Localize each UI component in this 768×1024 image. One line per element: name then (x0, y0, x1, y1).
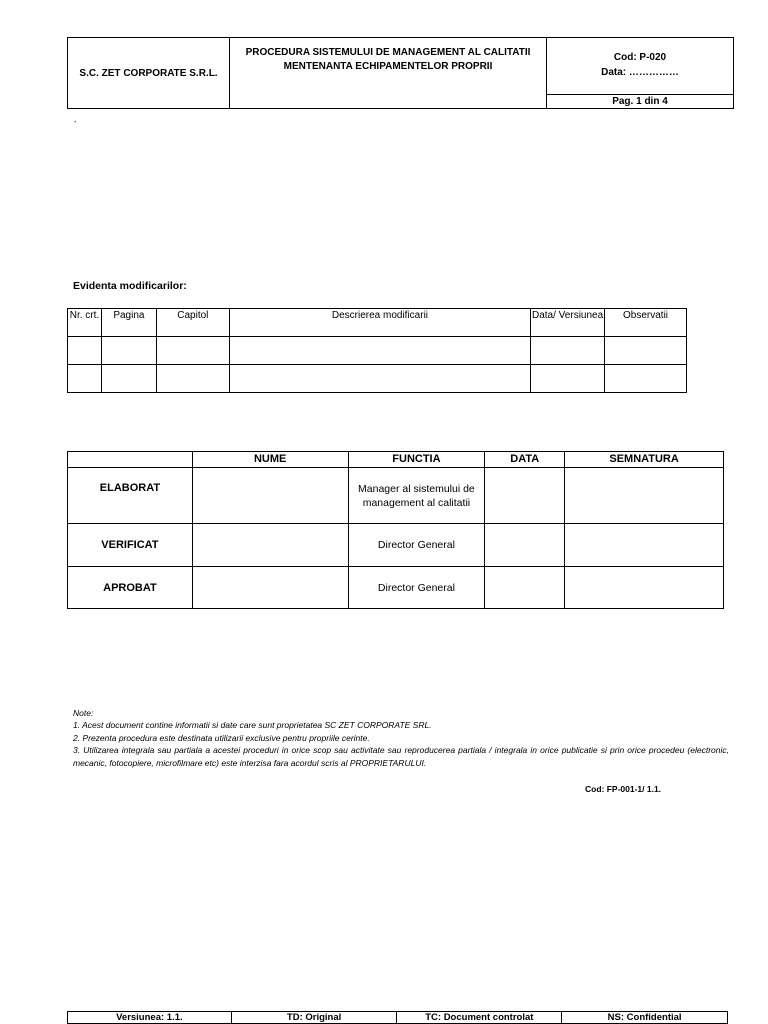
column-header: DATA (485, 452, 565, 468)
date-cell (485, 468, 565, 524)
role-aprobat: APROBAT (68, 567, 193, 609)
table-cell (101, 337, 156, 365)
table-cell (156, 365, 229, 393)
table-cell (101, 365, 156, 393)
table-header-row (68, 452, 724, 468)
table-cell (68, 365, 102, 393)
table-cell (68, 337, 102, 365)
modifications-title: Evidenta modificarilor: (73, 280, 187, 292)
signature-cell (565, 567, 724, 609)
table-header-row (68, 309, 687, 337)
table-row (68, 365, 687, 393)
footer-ns: NS: Confidential (562, 1012, 728, 1024)
role-elaborat: ELABORAT (68, 468, 193, 524)
footer-version: Versiunea: 1.1. (68, 1012, 232, 1024)
modifications-table (67, 308, 687, 393)
stray-mark: ` (74, 120, 77, 130)
column-header: Pagina (101, 309, 156, 337)
page-number: Pag. 1 din 4 (547, 95, 734, 109)
column-header: NUME (192, 452, 348, 468)
date-cell (485, 567, 565, 609)
name-cell (192, 567, 348, 609)
name-cell (192, 468, 348, 524)
signature-cell (565, 524, 724, 567)
procedure-title (230, 38, 547, 109)
function-cell: Director General (348, 524, 485, 567)
document-code: Cod: P-020 (613, 52, 667, 63)
function-cell: Manager al sistemului de management al calitatii (348, 468, 485, 524)
footer-row (68, 1012, 728, 1024)
table-cell (229, 365, 530, 393)
table-cell (156, 337, 229, 365)
company-name: S.C. ZET CORPORATE S.R.L. (68, 38, 230, 109)
notes-section (73, 707, 729, 769)
footer-tc: TC: Document controlat (397, 1012, 562, 1024)
table-cell (605, 337, 687, 365)
table-row (68, 337, 687, 365)
table-row (68, 567, 724, 609)
notes-label: Note: (73, 708, 94, 718)
procedure-title-line1: PROCEDURA SISTEMULUI DE MANAGEMENT AL CALITATII (245, 47, 531, 58)
column-header: Data/ Versiunea (531, 309, 605, 337)
column-header: Nr. crt. (68, 309, 102, 337)
column-header: FUNCTIA (348, 452, 485, 468)
table-cell (229, 337, 530, 365)
name-cell (192, 524, 348, 567)
column-header: SEMNATURA (565, 452, 724, 468)
table-cell (605, 365, 687, 393)
code-date-cell (547, 38, 734, 95)
note-item: 1. Acest document contine informatii si date care sunt proprietatea SC ZET CORPORATE SRL. (73, 720, 432, 731)
function-cell: Director General (348, 567, 485, 609)
column-header: Descrierea modificarii (229, 309, 530, 337)
table-row (68, 468, 724, 524)
date-cell (485, 524, 565, 567)
procedure-title-line2: MENTENANTA ECHIPAMENTELOR PROPRII (283, 61, 493, 72)
document-footer (67, 1011, 728, 1024)
table-cell (531, 365, 605, 393)
note-item: 2. Prezenta procedura este destinata utilizarii exclusive pentru propriile cerinte. (73, 732, 370, 743)
table-row (68, 524, 724, 567)
column-header: Capitol (156, 309, 229, 337)
column-header: Observatii (605, 309, 687, 337)
note-item: 3. Utilizarea integrala sau partiala a acestei proceduri in orice scop sau activitate sau reproducerea partiala / integrala in orice publicatie si prin orice procedeu (electronic, mecanic, fotocopiere, microfilmare etc) este interzisa fara acordul scris al PROPRIETARULUI. (73, 745, 729, 768)
document-header (67, 37, 734, 109)
document-date: Data: …………… (601, 67, 679, 78)
approval-table (67, 451, 724, 609)
role-verificat: VERIFICAT (68, 524, 193, 567)
table-cell (531, 337, 605, 365)
form-code: Cod: FP-001-1/ 1.1. (585, 784, 662, 794)
signature-cell (565, 468, 724, 524)
column-header (68, 452, 193, 468)
footer-td: TD: Original (231, 1012, 397, 1024)
